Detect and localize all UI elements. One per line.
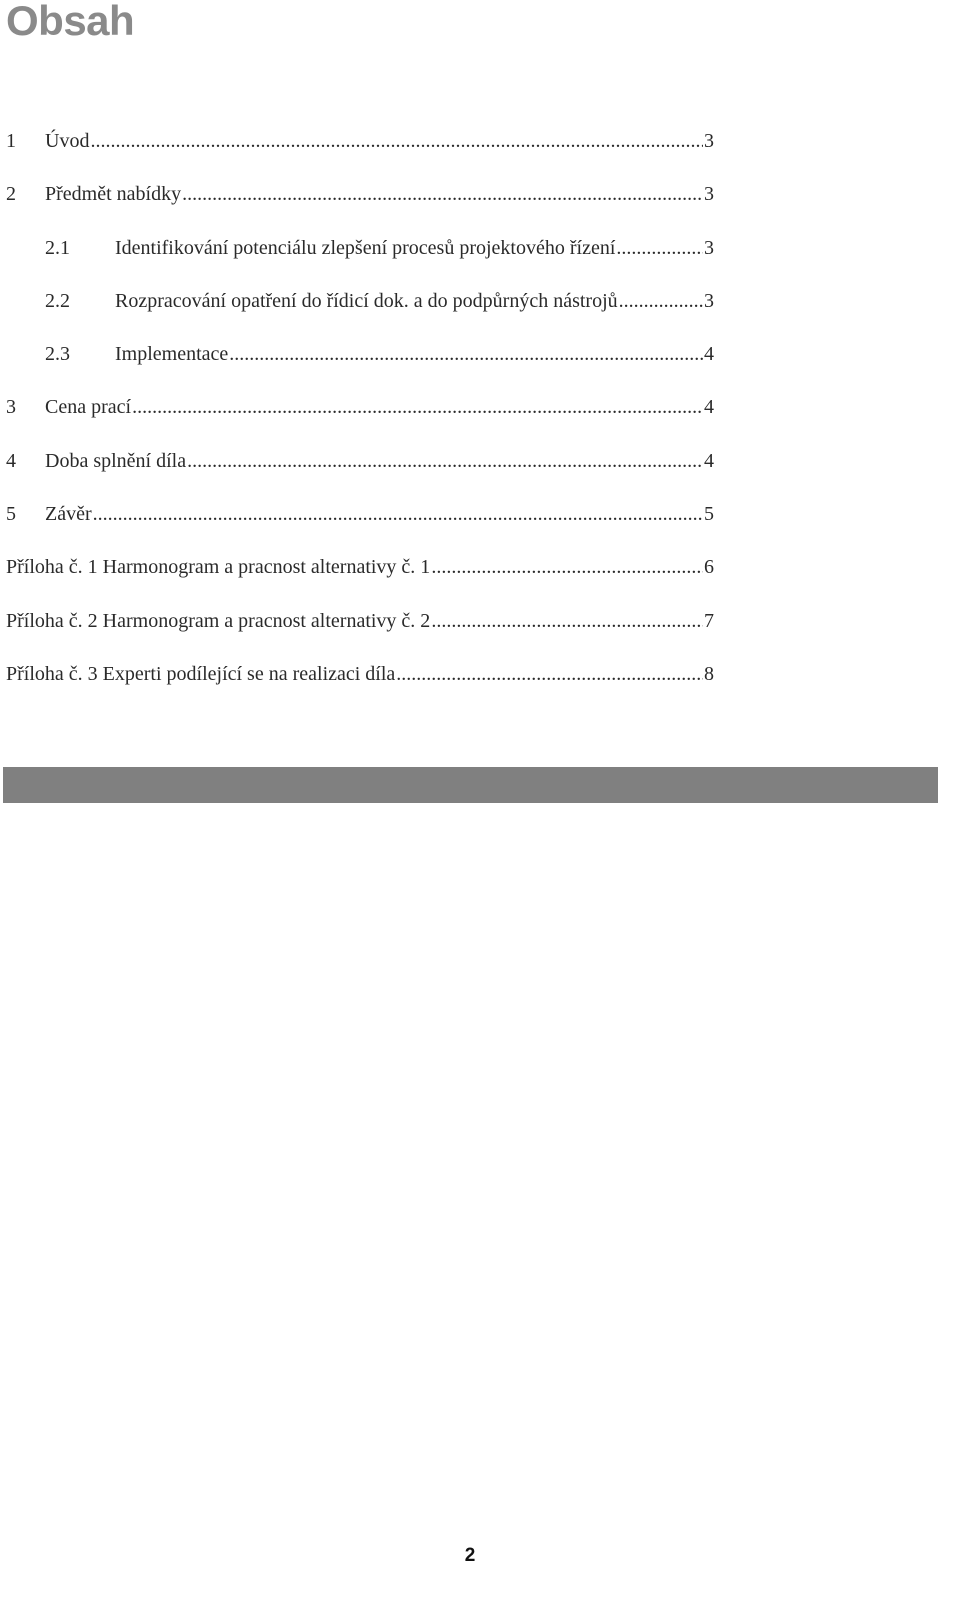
toc-entry-page: 6 xyxy=(704,556,714,579)
toc-entry-priloha-2[interactable] xyxy=(6,598,714,651)
toc-entry-title: Závěr xyxy=(45,503,92,526)
toc-entry-number: 4 xyxy=(6,449,16,472)
toc-entry-number: 2 xyxy=(6,183,16,206)
toc-entry-identifikovani[interactable] xyxy=(6,225,714,278)
toc-entry-title: Implementace xyxy=(115,343,229,366)
toc-entry-page: 4 xyxy=(704,343,714,366)
toc-entry-zaver[interactable] xyxy=(6,491,714,544)
dot-leader xyxy=(187,438,703,484)
toc-entry-cena-praci[interactable] xyxy=(6,384,714,437)
toc-entry-number: 2.3 xyxy=(45,343,70,366)
toc-entry-page: 4 xyxy=(704,396,714,419)
toc-entry-rozpracovani[interactable] xyxy=(6,278,714,331)
toc-entry-title: Cena prací xyxy=(45,396,132,419)
toc-entry-title: Doba splnění díla xyxy=(45,449,187,472)
dot-leader xyxy=(431,598,703,644)
toc-entry-predmet-nabidky[interactable] xyxy=(6,171,714,224)
dot-leader xyxy=(132,384,703,430)
section-divider-bar xyxy=(3,767,938,803)
toc-entry-page: 3 xyxy=(704,236,714,259)
toc-entry-page: 7 xyxy=(704,609,714,632)
toc-entry-title: Rozpracování opatření do řídicí dok. a do podpůrných nástrojů xyxy=(115,289,618,312)
dot-leader xyxy=(93,491,703,537)
toc-entry-number: 2.2 xyxy=(45,289,70,312)
toc-entry-page: 8 xyxy=(704,662,714,685)
toc-entry-title: Předmět nabídky xyxy=(45,183,182,206)
toc-entry-doba-splneni[interactable] xyxy=(6,438,714,491)
toc-entry-number: 2.1 xyxy=(45,236,70,259)
toc-entry-page: 3 xyxy=(704,289,714,312)
toc-entry-page: 4 xyxy=(704,449,714,472)
page-number: 2 xyxy=(464,1545,476,1566)
dot-leader xyxy=(396,651,703,697)
toc-entry-page: 3 xyxy=(704,183,714,206)
toc-entry-title: Příloha č. 1 Harmonogram a pracnost alternativy č. 1 xyxy=(6,556,431,579)
page-title: Obsah xyxy=(6,0,135,44)
dot-leader xyxy=(90,118,703,164)
toc-entry-page: 3 xyxy=(704,130,714,152)
toc-entry-number: 1 xyxy=(6,130,16,152)
toc-entry-priloha-1[interactable] xyxy=(6,544,714,597)
dot-leader xyxy=(616,225,703,271)
toc-entry-number: 3 xyxy=(6,396,16,419)
dot-leader xyxy=(229,331,703,377)
dot-leader xyxy=(431,544,703,590)
toc-entry-title: Identifikování potenciálu zlepšení procesů projektového řízení xyxy=(115,236,616,259)
toc-entry-priloha-3[interactable] xyxy=(6,651,714,704)
dot-leader xyxy=(182,171,703,217)
toc-entry-number: 5 xyxy=(6,503,16,526)
dot-leader xyxy=(619,278,703,324)
toc-entry-uvod[interactable] xyxy=(6,118,714,171)
toc-entry-page: 5 xyxy=(704,503,714,526)
toc-entry-implementace[interactable] xyxy=(6,331,714,384)
toc-entry-title: Příloha č. 2 Harmonogram a pracnost alternativy č. 2 xyxy=(6,609,431,632)
toc-entry-title: Úvod xyxy=(45,130,90,152)
table-of-contents xyxy=(6,118,714,704)
toc-entry-title: Příloha č. 3 Experti podílející se na realizaci díla xyxy=(6,662,396,685)
